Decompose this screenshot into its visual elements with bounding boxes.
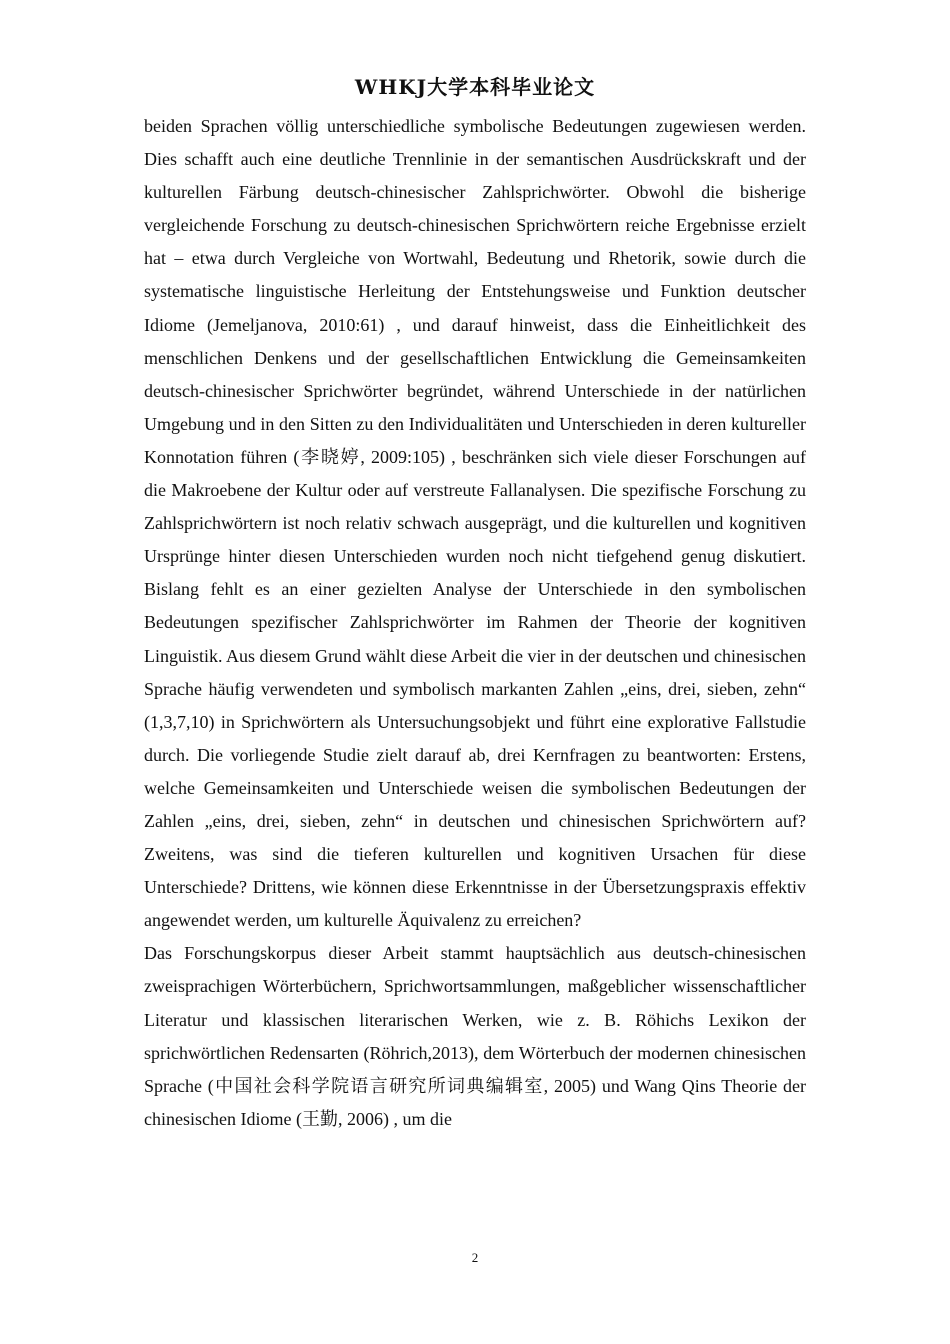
- paragraph-2: Das Forschungskorpus dieser Arbeit stammt hauptsächlich aus deutsch-chinesischen zweisprachigen Wörterbüchern, Sprichwortsammlungen, maßgeblicher wissenschaftlicher Literatur und klassischen literarischen Werken, wie z. B. Röhichs Lexikon der sprichwörtlichen Redensarten (Röhrich,2013), dem Wörterbuch der modernen chinesischen Sprache (中国社会科学院语言研究所词典编辑室, 2005) und Wang Qins Theorie der chinesischen Idiome (王勤, 2006) , um die: [144, 943, 806, 1129]
- page-number: 2: [471, 1250, 479, 1265]
- page-header-title: WHKJ大学本科毕业论文: [354, 75, 596, 99]
- paragraph-1: beiden Sprachen völlig unterschiedliche symbolische Bedeutungen zugewiesen werden. Dies schafft auch eine deutliche Trennlinie in der semantischen Ausdrückskraft und der kulturellen Färbung deutsch-chinesischer Zahlsprichwörter. Obwohl die bisherige vergleichende Forschung zu deutsch-chinesischen Sprichwörtern reiche Ergebnisse erzielt hat – etwa durch Vergleiche von Wortwahl, Bedeutung und Rhetorik, sowie durch die systematische linguistische Herleitung der Entstehungsweise und Funktion deutscher Idiome (Jemeljanova, 2010:61) , und darauf hinweist, dass die Einheitlichkeit des menschlichen Denkens und der gesellschaftlichen Entwicklung die Gemeinsamkeiten deutsch-chinesischer Sprichwörter begründet, während Unterschiede in der natürlichen Umgebung und in den Sitten zu den Individualitäten und Unterschieden in deren kultureller Konnotation führen (李晓婷, 2009:105) , beschränken sich viele dieser Forschungen auf die Makroebene der Kultur oder auf verstreute Fallanalysen. Die spezifische Forschung zu Zahlsprichwörtern ist noch relativ schwach ausgeprägt, und die kulturellen und kognitiven Ursprünge hinter diesen Unterschieden wurden noch nicht tiefgehend genug diskutiert. Bislang fehlt es an einer gezielten Analyse der Unterschiede in den symbolischen Bedeutungen spezifischer Zahlsprichwörter im Rahmen der Theorie der kognitiven Linguistik. Aus diesem Grund wählt diese Arbeit die vier in der deutschen und chinesischen Sprache häufig verwendeten und symbolisch markanten Zahlen „eins, drei, sieben, zehn“ (1,3,7,10) in Sprichwörtern als Untersuchungsobjekt und führt eine explorative Fallstudie durch. Die vorliegende Studie zielt darauf ab, drei Kernfragen zu beantworten: Erstens, welche Gemeinsamkeiten und Unterschiede weisen die symbolischen Bedeutungen der Zahlen „eins, drei, sieben, zehn“ in deutschen und chinesischen Sprichwörtern auf? Zweitens, was sind die tieferen kulturellen und kognitiven Ursachen für diese Unterschiede? Drittens, wie können diese Erkenntnisse in der Übersetzungspraxis effektiv angewendet werden, um kulturelle Äquivalenz zu erreichen?: [144, 116, 806, 931]
- body-text: [144, 110, 806, 1136]
